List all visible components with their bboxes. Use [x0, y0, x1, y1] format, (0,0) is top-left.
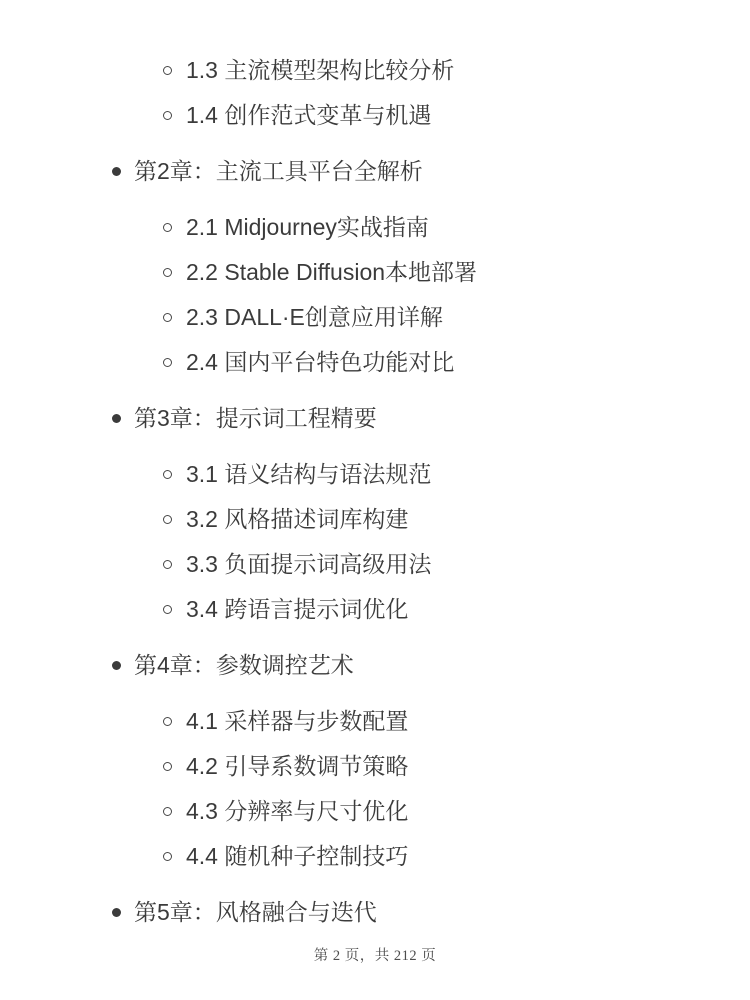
bullet-filled-circle-icon: [112, 661, 121, 670]
toc-item-text: 3.4 跨语言提示词优化: [186, 595, 409, 622]
bullet-hollow-circle-icon: [163, 762, 172, 771]
toc-item-text: 第2章：主流工具平台全解析: [134, 157, 423, 184]
bullet-filled-circle-icon: [112, 908, 121, 917]
bullet-hollow-circle-icon: [163, 560, 172, 569]
bullet-hollow-circle-icon: [163, 852, 172, 861]
toc-chapter-item: [0, 643, 750, 688]
toc-item-text: 2.2 Stable Diffusion本地部署: [186, 258, 478, 285]
toc-chapter-item: [0, 890, 750, 935]
toc-item-text: 3.1 语义结构与语法规范: [186, 460, 432, 487]
toc-section-item: [0, 340, 750, 385]
toc-item-text: 4.3 分辨率与尺寸优化: [186, 797, 409, 824]
toc-item-text: 第4章：参数调控艺术: [134, 651, 354, 678]
bullet-filled-circle-icon: [112, 167, 121, 176]
toc-section-item: [0, 205, 750, 250]
toc-item-text: 2.1 Midjourney实战指南: [186, 213, 429, 240]
toc-section-item: [0, 250, 750, 295]
toc-section-item: [0, 834, 750, 879]
toc-item-text: 3.3 负面提示词高级用法: [186, 550, 432, 577]
page-number-footer: 第 2 页，共 212 页: [313, 948, 437, 964]
toc-item-text: 4.4 随机种子控制技巧: [186, 842, 409, 869]
bullet-hollow-circle-icon: [163, 470, 172, 479]
toc-chapter-item: [0, 149, 750, 194]
toc-item-text: 1.4 创作范式变革与机遇: [186, 101, 432, 128]
toc-chapter-item: [0, 396, 750, 441]
toc-section-item: [0, 295, 750, 340]
toc-section-item: [0, 452, 750, 497]
toc-item-text: 3.2 风格描述词库构建: [186, 505, 409, 532]
toc-section-item: [0, 542, 750, 587]
bullet-hollow-circle-icon: [163, 807, 172, 816]
bullet-hollow-circle-icon: [163, 223, 172, 232]
bullet-hollow-circle-icon: [163, 358, 172, 367]
toc-item-text: 4.2 引导系数调节策略: [186, 752, 409, 779]
bullet-hollow-circle-icon: [163, 268, 172, 277]
toc-section-item: [0, 48, 750, 93]
toc-item-text: 第5章：风格融合与迭代: [134, 898, 377, 925]
toc-item-text: 4.1 采样器与步数配置: [186, 707, 409, 734]
toc-section-item: [0, 699, 750, 744]
toc-item-text: 第3章：提示词工程精要: [134, 404, 377, 431]
bullet-filled-circle-icon: [112, 414, 121, 423]
toc-section-item: [0, 587, 750, 632]
toc-section-item: [0, 497, 750, 542]
toc-section-item: [0, 744, 750, 789]
bullet-hollow-circle-icon: [163, 515, 172, 524]
toc-section-item: [0, 789, 750, 834]
toc-item-text: 1.3 主流模型架构比较分析: [186, 56, 455, 83]
bullet-hollow-circle-icon: [163, 66, 172, 75]
bullet-hollow-circle-icon: [163, 717, 172, 726]
bullet-hollow-circle-icon: [163, 313, 172, 322]
bullet-hollow-circle-icon: [163, 605, 172, 614]
toc-section-item: [0, 93, 750, 138]
bullet-hollow-circle-icon: [163, 111, 172, 120]
toc-item-text: 2.3 DALL·E创意应用详解: [186, 303, 443, 330]
toc-item-text: 2.4 国内平台特色功能对比: [186, 348, 455, 375]
